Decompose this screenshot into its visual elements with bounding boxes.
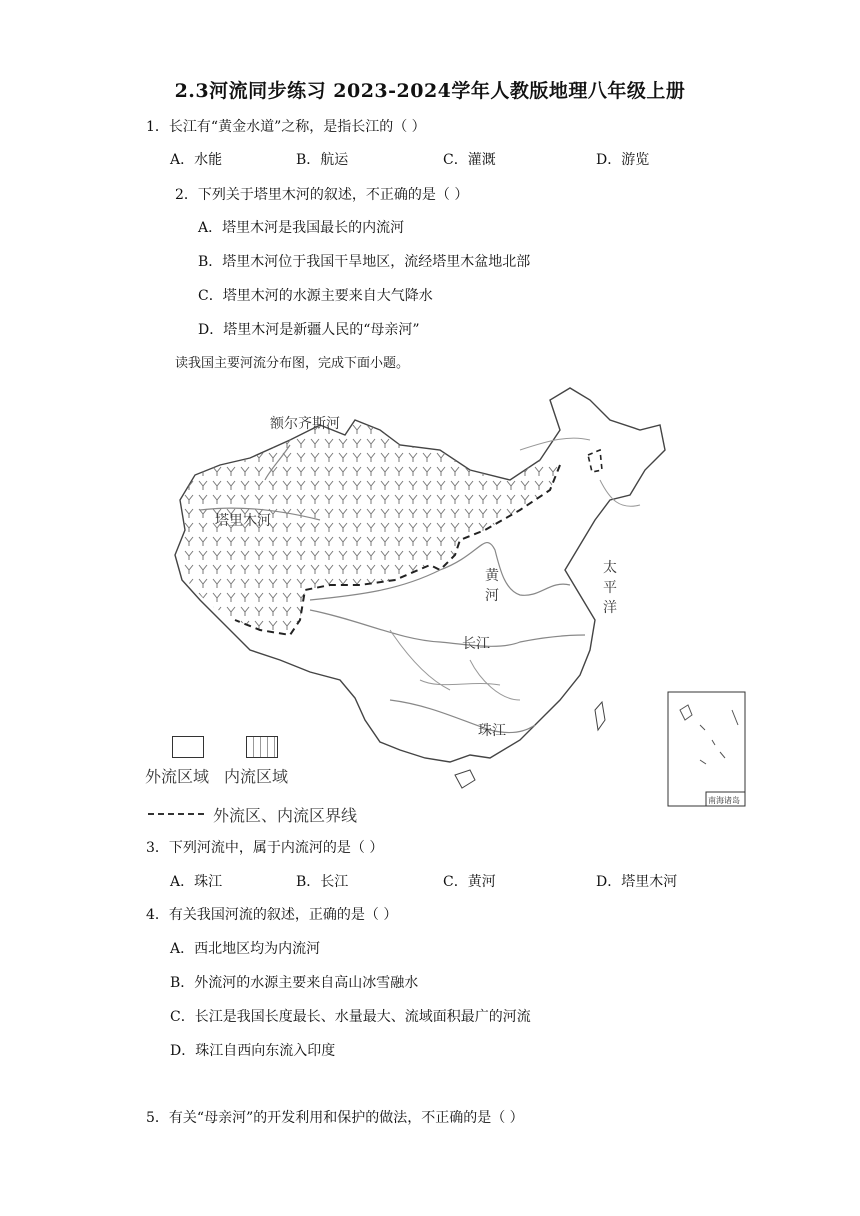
question-4-option-a[interactable]: A．西北地区均为内流河 xyxy=(170,941,321,957)
question-4-option-d[interactable]: D．珠江自西向东流入印度 xyxy=(170,1043,336,1059)
legend-interior-swatch xyxy=(246,736,278,758)
question-4-stem: 4．有关我国河流的叙述，正确的是（ ） xyxy=(146,907,398,923)
reading-intro: 读我国主要河流分布图，完成下面小题。 xyxy=(175,356,410,371)
question-2-option-b[interactable]: B．塔里木河位于我国干旱地区，流经塔里木盆地北部 xyxy=(198,254,531,270)
question-2-option-c[interactable]: C．塔里木河的水源主要来自大气降水 xyxy=(198,288,433,304)
legend-boundary-swatch xyxy=(148,813,204,815)
question-3-option-d[interactable]: D．塔里木河 xyxy=(596,874,678,890)
question-1-option-b[interactable]: B．航运 xyxy=(296,152,349,168)
label-yellow-2: 河 xyxy=(485,588,499,604)
question-4-option-b[interactable]: B．外流河的水源主要来自高山冰雪融水 xyxy=(170,975,419,991)
question-1-option-d[interactable]: D．游览 xyxy=(596,152,650,168)
legend-exterior-swatch xyxy=(172,736,204,758)
inset-label: 南海诸岛 xyxy=(708,796,740,805)
label-pearl: 珠江 xyxy=(478,723,506,739)
question-3-option-c[interactable]: C．黄河 xyxy=(443,874,496,890)
question-1-option-a[interactable]: A．水能 xyxy=(170,152,223,168)
question-4-option-c[interactable]: C．长江是我国长度最长、水量最大、流域面积最广的河流 xyxy=(170,1009,531,1025)
question-2-stem: 2．下列关于塔里木河的叙述，不正确的是（ ） xyxy=(175,187,469,203)
hainan xyxy=(455,770,475,788)
legend-boundary-label: 外流区、内流区界线 xyxy=(213,806,358,825)
taiwan xyxy=(595,702,605,730)
label-yellow-1: 黄 xyxy=(485,568,499,584)
label-yangtze: 长江 xyxy=(462,636,490,652)
label-tarim: 塔里木河 xyxy=(215,513,271,529)
label-pacific-2: 平 xyxy=(603,580,617,596)
question-5-stem: 5．有关“母亲河”的开发利用和保护的做法，不正确的是（ ） xyxy=(146,1110,524,1126)
label-irtysh: 额尔齐斯河 xyxy=(270,416,340,432)
question-3-option-b[interactable]: B．长江 xyxy=(296,874,349,890)
china-river-map xyxy=(140,380,750,830)
label-pacific-3: 洋 xyxy=(603,600,617,616)
question-3-stem: 3．下列河流中，属于内流河的是（ ） xyxy=(146,840,384,856)
question-2-option-d[interactable]: D．塔里木河是新疆人民的“母亲河” xyxy=(198,322,420,338)
legend-exterior-label: 外流区域 xyxy=(145,767,210,786)
question-2-option-a[interactable]: A．塔里木河是我国最长的内流河 xyxy=(198,220,405,236)
page-title: 2.3河流同步练习 2023-2024学年人教版地理八年级上册 xyxy=(174,80,686,102)
question-3-option-a[interactable]: A．珠江 xyxy=(170,874,223,890)
label-pacific-1: 太 xyxy=(603,560,617,576)
legend-interior-label: 内流区域 xyxy=(224,767,289,786)
question-1-stem: 1．长江有“黄金水道”之称，是指长江的（ ） xyxy=(146,119,426,135)
south-sea-inset xyxy=(668,692,745,806)
question-1-option-c[interactable]: C．灌溉 xyxy=(443,152,496,168)
